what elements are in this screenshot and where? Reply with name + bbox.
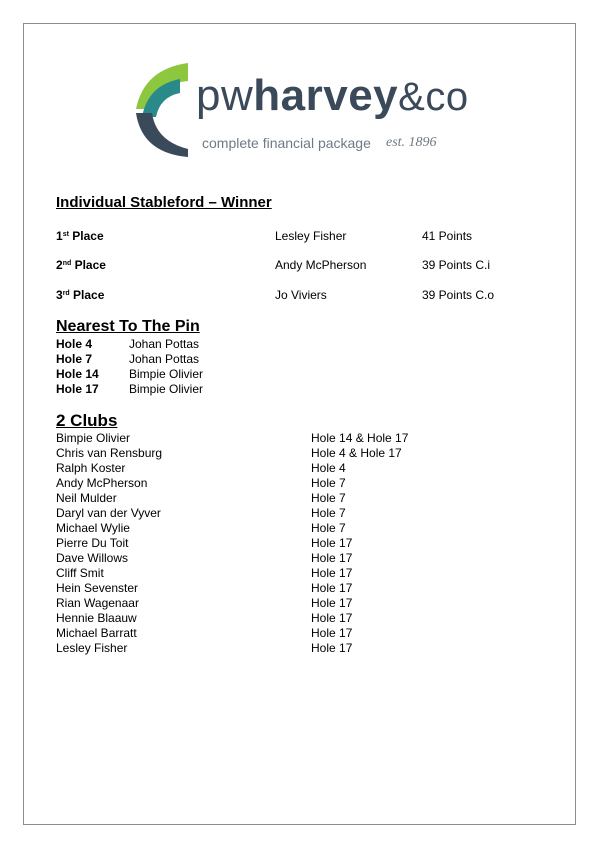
club-name: Neil Mulder bbox=[56, 491, 117, 505]
place-name: Lesley Fisher bbox=[275, 229, 347, 243]
list-item bbox=[56, 551, 408, 566]
list-item bbox=[56, 641, 408, 656]
club-name: Bimpie Olivier bbox=[56, 431, 131, 445]
club-hole: Hole 7 bbox=[311, 521, 346, 535]
place-row bbox=[56, 258, 536, 274]
place-label: 1st Place bbox=[56, 229, 104, 243]
logo-tagline: complete financial package bbox=[202, 135, 371, 151]
place-row bbox=[56, 288, 536, 304]
club-name: Daryl van der Vyver bbox=[56, 506, 161, 520]
club-hole: Hole 17 bbox=[311, 596, 353, 610]
place-points: 41 Points bbox=[422, 229, 473, 243]
two-clubs-list bbox=[56, 431, 408, 656]
club-name: Andy McPherson bbox=[56, 476, 148, 490]
logo-wordmark-amp: &co bbox=[398, 75, 469, 119]
logo-swoosh-icon bbox=[128, 57, 198, 159]
nearest-pin-title: Nearest To The Pin bbox=[56, 318, 200, 335]
club-hole: Hole 4 & Hole 17 bbox=[311, 446, 402, 460]
two-clubs-title: 2 Clubs bbox=[56, 411, 118, 430]
place-name: Jo Viviers bbox=[275, 288, 327, 302]
list-item bbox=[56, 337, 203, 352]
list-item bbox=[56, 611, 408, 626]
club-hole: Hole 14 & Hole 17 bbox=[311, 431, 409, 445]
list-item bbox=[56, 506, 408, 521]
pin-hole: Hole 7 bbox=[56, 352, 93, 366]
stableford-title: Individual Stableford – Winner bbox=[56, 194, 272, 211]
pin-name: Bimpie Olivier bbox=[129, 367, 204, 381]
list-item bbox=[56, 581, 408, 596]
list-item bbox=[56, 446, 408, 461]
list-item bbox=[56, 596, 408, 611]
club-hole: Hole 7 bbox=[311, 506, 346, 520]
club-hole: Hole 17 bbox=[311, 611, 353, 625]
club-name: Ralph Koster bbox=[56, 461, 126, 475]
company-logo bbox=[128, 57, 476, 159]
pin-name: Bimpie Olivier bbox=[129, 382, 204, 396]
club-name: Lesley Fisher bbox=[56, 641, 128, 655]
club-name: Cliff Smit bbox=[56, 566, 104, 580]
list-item bbox=[56, 367, 203, 382]
club-name: Dave Willows bbox=[56, 551, 129, 565]
club-hole: Hole 4 bbox=[311, 461, 346, 475]
pin-hole: Hole 4 bbox=[56, 337, 93, 351]
logo-wordmark-light: pw bbox=[196, 71, 254, 120]
logo-wordmark-bold: harvey bbox=[253, 71, 399, 120]
place-points: 39 Points C.o bbox=[422, 288, 495, 302]
place-label: 3rd Place bbox=[56, 288, 105, 302]
list-item bbox=[56, 382, 203, 397]
logo-wordmark bbox=[196, 71, 469, 120]
club-name: Hein Sevenster bbox=[56, 581, 139, 595]
place-label: 2nd Place bbox=[56, 258, 106, 272]
place-row bbox=[56, 229, 536, 245]
club-name: Rian Wagenaar bbox=[56, 596, 139, 610]
club-name: Chris van Rensburg bbox=[56, 446, 163, 460]
club-hole: Hole 17 bbox=[311, 536, 353, 550]
club-name: Michael Barratt bbox=[56, 626, 137, 640]
pin-name: Johan Pottas bbox=[129, 337, 200, 351]
list-item bbox=[56, 476, 408, 491]
list-item bbox=[56, 461, 408, 476]
place-points: 39 Points C.i bbox=[422, 258, 491, 272]
list-item bbox=[56, 491, 408, 506]
club-name: Hennie Blaauw bbox=[56, 611, 137, 625]
list-item bbox=[56, 431, 408, 446]
list-item bbox=[56, 521, 408, 536]
club-hole: Hole 17 bbox=[311, 626, 353, 640]
club-hole: Hole 7 bbox=[311, 476, 346, 490]
place-name: Andy McPherson bbox=[275, 258, 367, 272]
club-hole: Hole 17 bbox=[311, 551, 353, 565]
pin-name: Johan Pottas bbox=[129, 352, 200, 366]
list-item bbox=[56, 536, 408, 551]
pin-hole: Hole 14 bbox=[56, 367, 99, 381]
club-name: Michael Wylie bbox=[56, 521, 130, 535]
nearest-pin-list bbox=[56, 337, 203, 397]
pin-hole: Hole 17 bbox=[56, 382, 99, 396]
club-hole: Hole 17 bbox=[311, 566, 353, 580]
club-hole: Hole 17 bbox=[311, 581, 353, 595]
club-hole: Hole 7 bbox=[311, 491, 346, 505]
list-item bbox=[56, 626, 408, 641]
list-item bbox=[56, 352, 203, 367]
list-item bbox=[56, 566, 408, 581]
club-name: Pierre Du Toit bbox=[56, 536, 129, 550]
logo-est: est. 1896 bbox=[386, 135, 437, 150]
club-hole: Hole 17 bbox=[311, 641, 353, 655]
